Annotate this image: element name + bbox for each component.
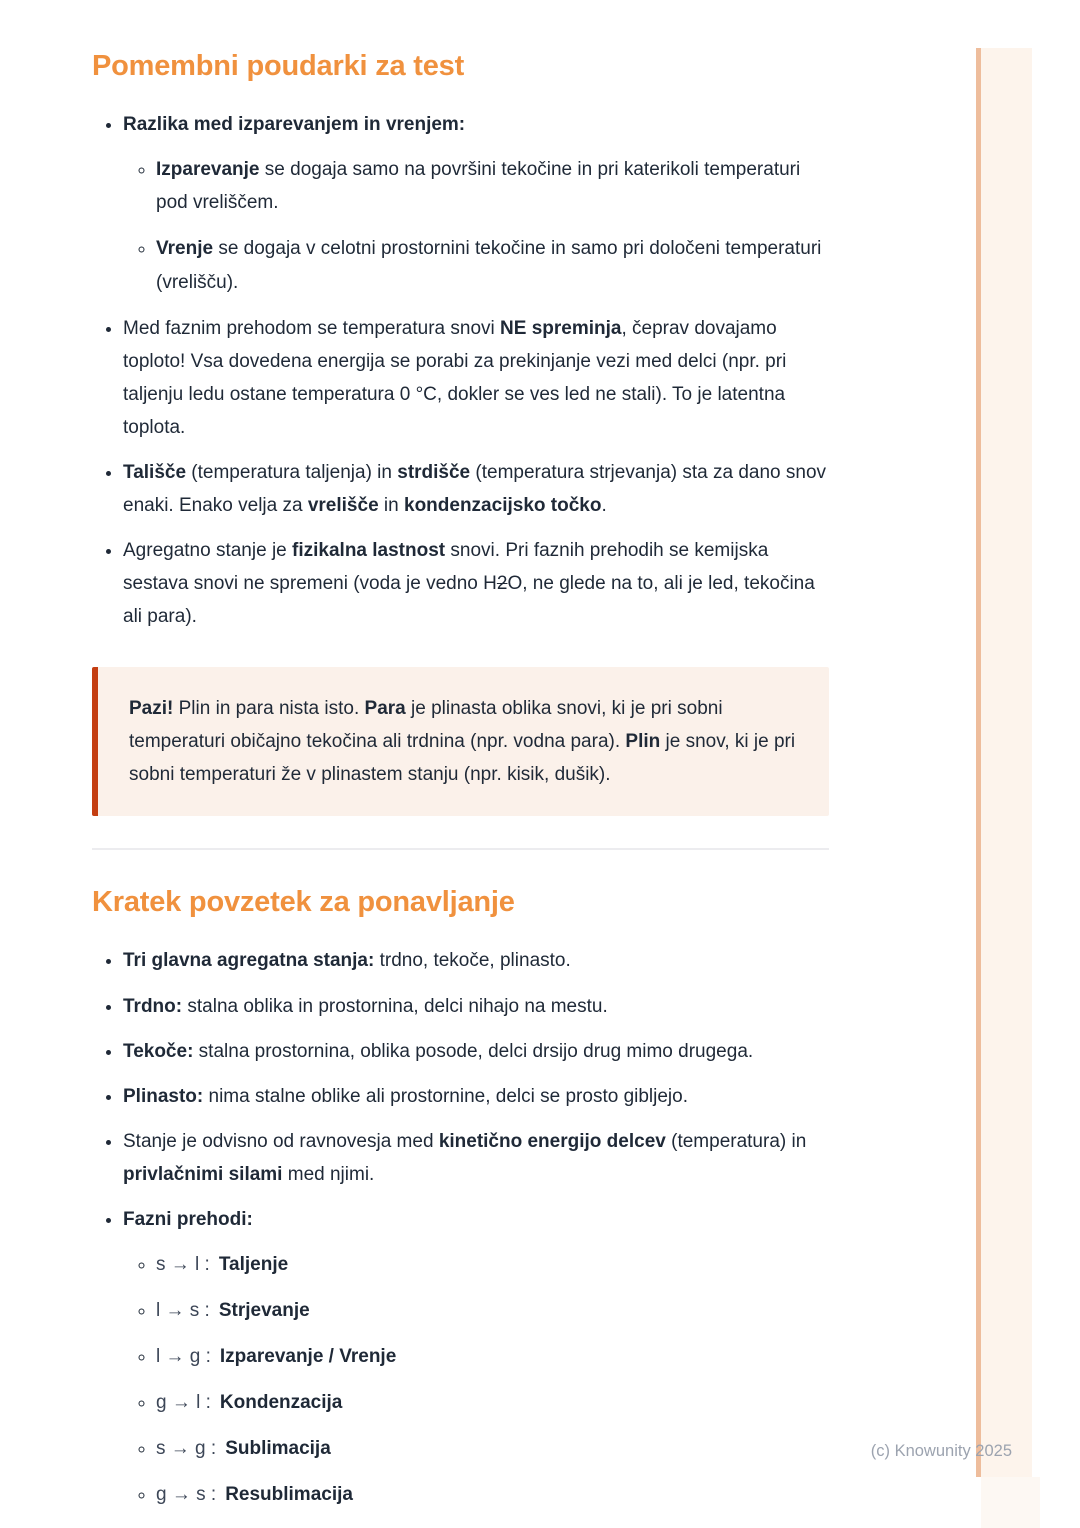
list-item-text: Razlika med izparevanjem in vrenjem:: [123, 114, 466, 136]
key-points-list: [92, 108, 829, 633]
list-item-text: Agregatno stanje je fizikalna lastnost snovi. Pri faznih prehodih se kemijska sestava snovi ne spremeni (voda je vedno H2O, ne glede na to, ali je led, tekočina ali para).: [123, 539, 815, 627]
transition-prefix: l → s :: [156, 1299, 210, 1321]
transition-name: Taljenje: [218, 1253, 289, 1275]
phase-transitions-list: [123, 1248, 829, 1511]
list-item-text: Tri glavna agregatna stanja: trdno, tekoče, plinasto.: [123, 950, 571, 972]
transition-prefix: g → s :: [156, 1484, 217, 1506]
transition-item: [156, 1432, 829, 1465]
list-item-text: Stanje je odvisno od ravnovesja med kinetično energijo delcev (temperatura) in privlačnimi silami med njimi.: [123, 1130, 807, 1185]
section-divider: [92, 848, 829, 850]
sub-list: [123, 153, 829, 298]
list-item: [123, 456, 829, 522]
list-item: [156, 232, 829, 298]
list-item-text: Plinasto: nima stalne oblike ali prostornine, delci se prosto gibljejo.: [123, 1085, 688, 1107]
summary-list: [92, 944, 829, 1511]
transition-item: [156, 1340, 829, 1373]
transition-prefix: s → l :: [156, 1253, 210, 1275]
list-item-text: Tališče (temperatura taljenja) in strdišče (temperatura strjevanja) sta za dano snov enaki. Enako velja za vrelišče in kondenzacijsko točko.: [123, 461, 827, 516]
section-title-summary: Kratek povzetek za ponavljanje: [92, 886, 515, 919]
transition-item: [156, 1248, 829, 1281]
list-item-text: Med faznim prehodom se temperatura snovi NE spreminja, čeprav dovajamo toploto! Vsa dovedena energija se porabi za prekinjanje vezi med delci (npr. pri taljenju ledu ostane temperatura 0 °C, dokler se ves led ne stali). To je latentna toplota.: [123, 317, 787, 438]
transition-item: [156, 1478, 829, 1511]
list-item-text: Trdno: stalna oblika in prostornina, delci nihajo na mestu.: [123, 995, 608, 1017]
transition-name: Kondenzacija: [219, 1391, 343, 1413]
list-item: [123, 312, 829, 444]
transition-name: Strjevanje: [218, 1299, 310, 1321]
decorative-margin-stripe: [976, 48, 1032, 1477]
document-page: [92, 0, 829, 1524]
section-title-key-points: Pomembni poudarki za test: [92, 50, 465, 82]
list-item: [123, 1203, 829, 1511]
transition-item: [156, 1294, 829, 1327]
warning-callout: [92, 667, 829, 816]
list-item: [123, 1080, 829, 1113]
list-item: [123, 108, 829, 298]
list-item: [123, 534, 829, 633]
transition-item: [156, 1386, 829, 1419]
transition-name: Sublimacija: [225, 1438, 331, 1459]
list-item: [123, 990, 829, 1023]
list-item-text: Izparevanje se dogaja samo na površini tekočine in pri katerikoli temperaturi pod vreliščem.: [156, 159, 801, 214]
decorative-margin-stripe-extension: [981, 1477, 1040, 1528]
transition-name: Resublimacija: [225, 1484, 353, 1506]
list-item: [123, 1125, 829, 1191]
list-item: [123, 944, 829, 977]
list-item: [123, 1035, 829, 1068]
list-item-text: Vrenje se dogaja v celotni prostornini tekočine in samo pri določeni temperaturi (vrelišču).: [156, 238, 822, 293]
list-item-text: Tekoče: stalna prostornina, oblika posode, delci drsijo drug mimo drugega.: [123, 1040, 754, 1062]
list-item: [156, 153, 829, 219]
transition-name: Izparevanje / Vrenje: [219, 1345, 397, 1367]
transition-prefix: s → g :: [156, 1438, 217, 1459]
list-item-text: Fazni prehodi:: [123, 1208, 253, 1230]
transition-prefix: g → l :: [156, 1391, 211, 1413]
callout-text: Pazi! Plin in para nista isto. Para je plinasta oblika snovi, ki je pri sobni temperaturi običajno tekočina ali trdnina (npr. vodna para). Plin je snov, ki je pri sobni temperaturi že v plinastem stanju (npr. kisik, dušik).: [129, 698, 796, 786]
transition-prefix: l → g :: [156, 1345, 211, 1367]
footer-credit: (c) Knowunity 2025: [870, 1442, 1012, 1460]
